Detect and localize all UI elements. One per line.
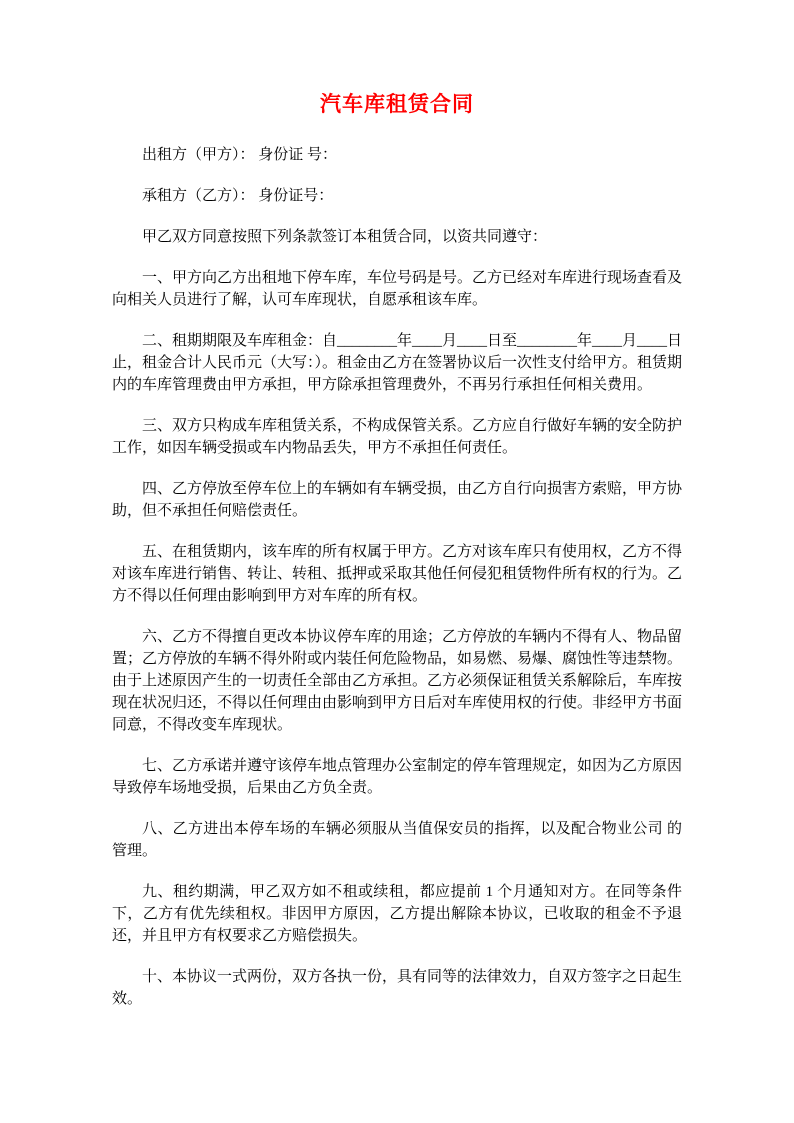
preamble: 甲乙双方同意按照下列条款签订本租赁合同，以资共同遵守：	[142, 229, 548, 245]
party-lessor-line: 出租方（甲方）： 身份证 号：	[142, 147, 338, 163]
clause-10: 十、本协议一式两份，双方各执一份，具有同等的法律效力，自双方签字之日起生效。	[112, 969, 683, 1007]
clause-4: 四、乙方停放至停车位上的车辆如有车辆受损，由乙方自行向损害方索赔，甲方协助，但不承担任何赔偿责任。	[112, 481, 683, 519]
clause-1: 一、甲方向乙方出租地下停车库，车位号码是号。乙方已经对车库进行现场查看及向相关人员进行了解，认可车库现状，自愿承租该车库。	[112, 270, 683, 308]
clause-8: 八、乙方进出本停车场的车辆必须服从当值保安员的指挥，以及配合物业公司 的管理。	[112, 821, 682, 859]
clause-6: 六、乙方不得擅自更改本协议停车库的用途；乙方停放的车辆内不得有人、物品留置；乙方停放的车辆不得外附或内装任何危险物品，如易燃、易爆、腐蚀性等违禁物。由于上述原因产生的一切责任全部由乙方承担。乙方必须保证租赁关系解除后，车库按现在状况归还，不得以任何理由由影响到甲方日后对车库使用权的行使。非经甲方书面同意，不得改变车库现状。	[112, 629, 683, 733]
clause-9: 九、租约期满，甲乙双方如不租或续租，都应提前 1 个月通知对方。在同等条件下，乙方有优先续租权。非因甲方原因，乙方提出解除本协议，已收取的租金不予退还，并且甲方有权要求乙方赔偿损失。	[112, 884, 682, 944]
clause-2: 二、租期期限及车库租金：自________年____月____日至________年____月____日止，租金合计人民币元（大写：）。租金由乙方在签署协议后一次性支付给甲方。租赁期内的车库管理费由甲方承担，甲方除承担管理费外，不再另行承担任何相关费用。	[112, 333, 683, 393]
clause-3: 三、双方只构成车库租赁关系，不构成保管关系。乙方应自行做好车辆的安全防护工作，如因车辆受损或车内物品丢失，甲方不承担任何责任。	[112, 418, 683, 456]
clause-5: 五、在租赁期内，该车库的所有权属于甲方。乙方对该车库只有使用权，乙方不得对该车库进行销售、转让、转租、抵押或采取其他任何侵犯租赁物件所有权的行为。乙方不得以任何理由影响到甲方对车库的所有权。	[112, 544, 683, 604]
clause-7: 七、乙方承诺并遵守该停车地点管理办公室制定的停车管理规定，如因为乙方原因导致停车场地受损，后果由乙方负全责。	[112, 758, 683, 796]
party-lessee-line: 承租方（乙方）： 身份证号：	[142, 188, 334, 204]
document-title: 汽车库租赁合同	[320, 92, 474, 116]
